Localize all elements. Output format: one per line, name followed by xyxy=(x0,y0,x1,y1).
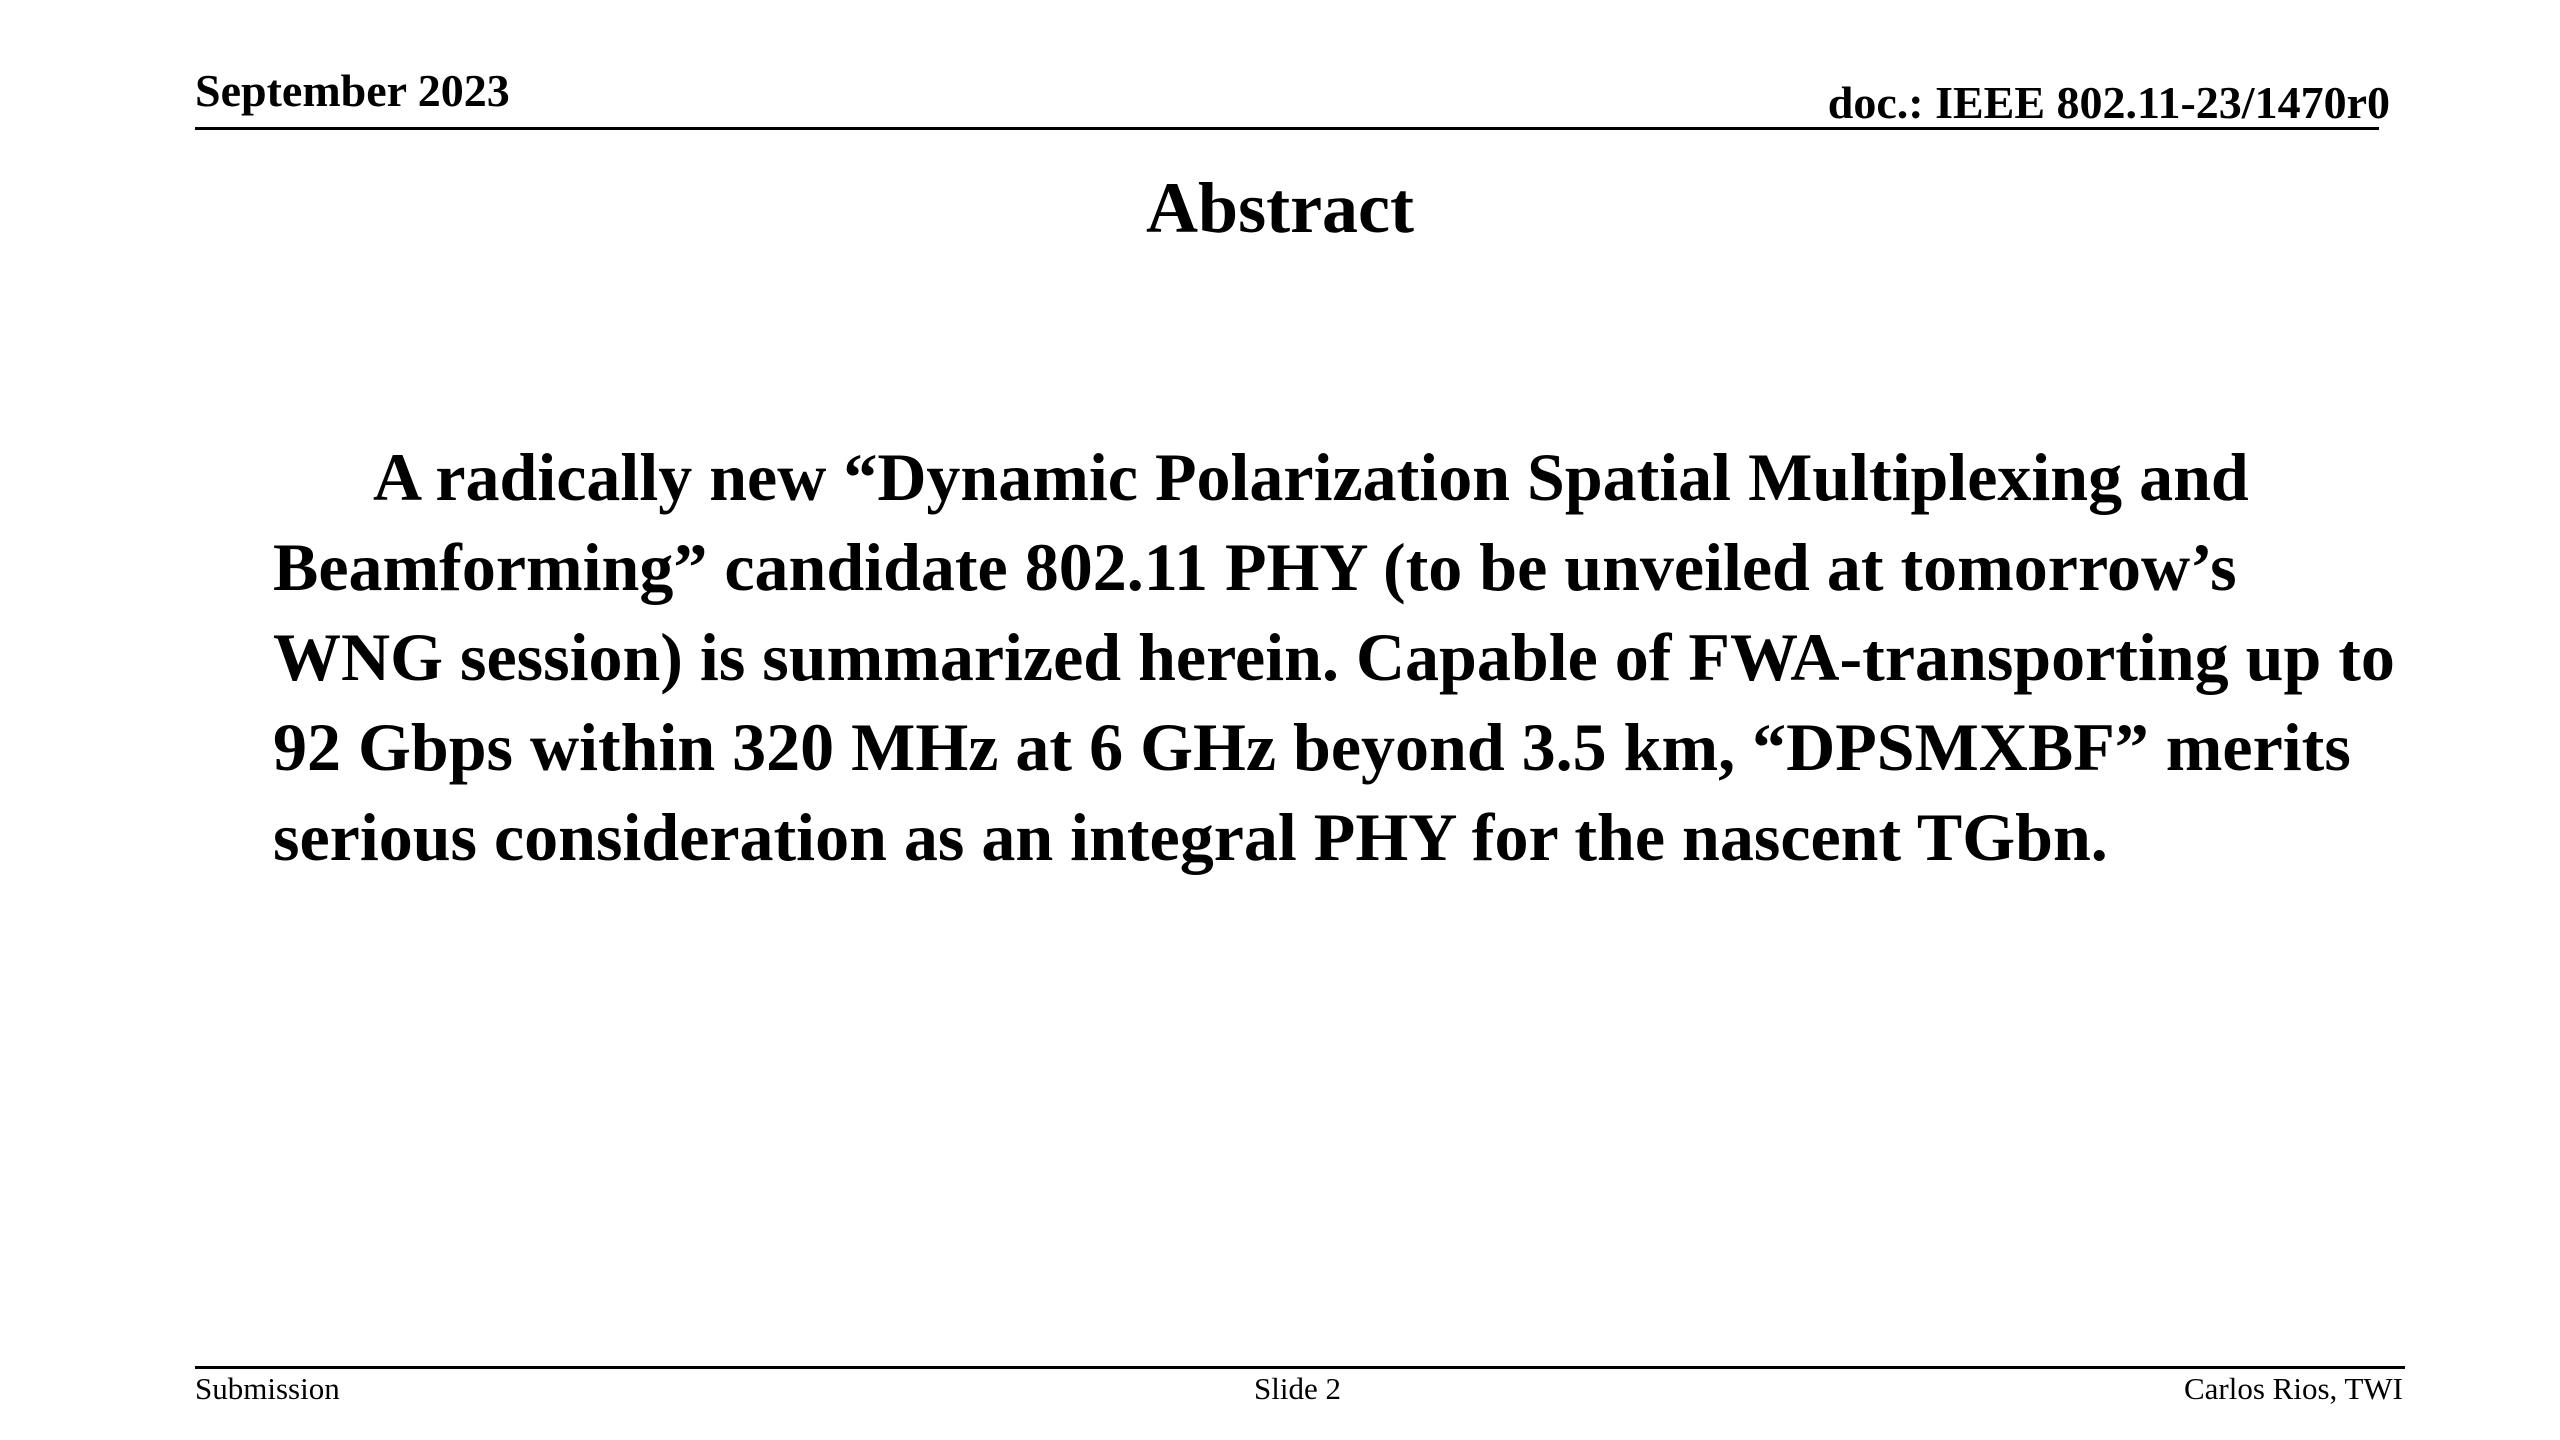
abstract-body: A radically new “Dynamic Polarization Spatial Multiplexing and Beamforming” candidate 802.11 PHY (to be unveiled at tomorrow’s WNG session) is summarized herein. Capable of FWA-transporting up to 92 Gbps within 320 MHz at 6 GHz beyond 3.5 km, “DPSMXBF” merits serious consideration as an integral PHY for the nascent TGbn. xyxy=(273,439,2395,875)
header-doc-id: doc.: IEEE 802.11-23/1470r0 xyxy=(1827,77,2390,128)
footer-author: Carlos Rios, TWI xyxy=(2184,1371,2403,1406)
footer-divider xyxy=(195,1366,2405,1369)
slide-title: Abstract xyxy=(1146,168,1414,248)
header-date: September 2023 xyxy=(195,65,510,116)
footer-submission: Submission xyxy=(195,1371,340,1406)
footer-slide-number: Slide 2 xyxy=(1254,1371,1341,1406)
header-divider xyxy=(195,127,2379,130)
